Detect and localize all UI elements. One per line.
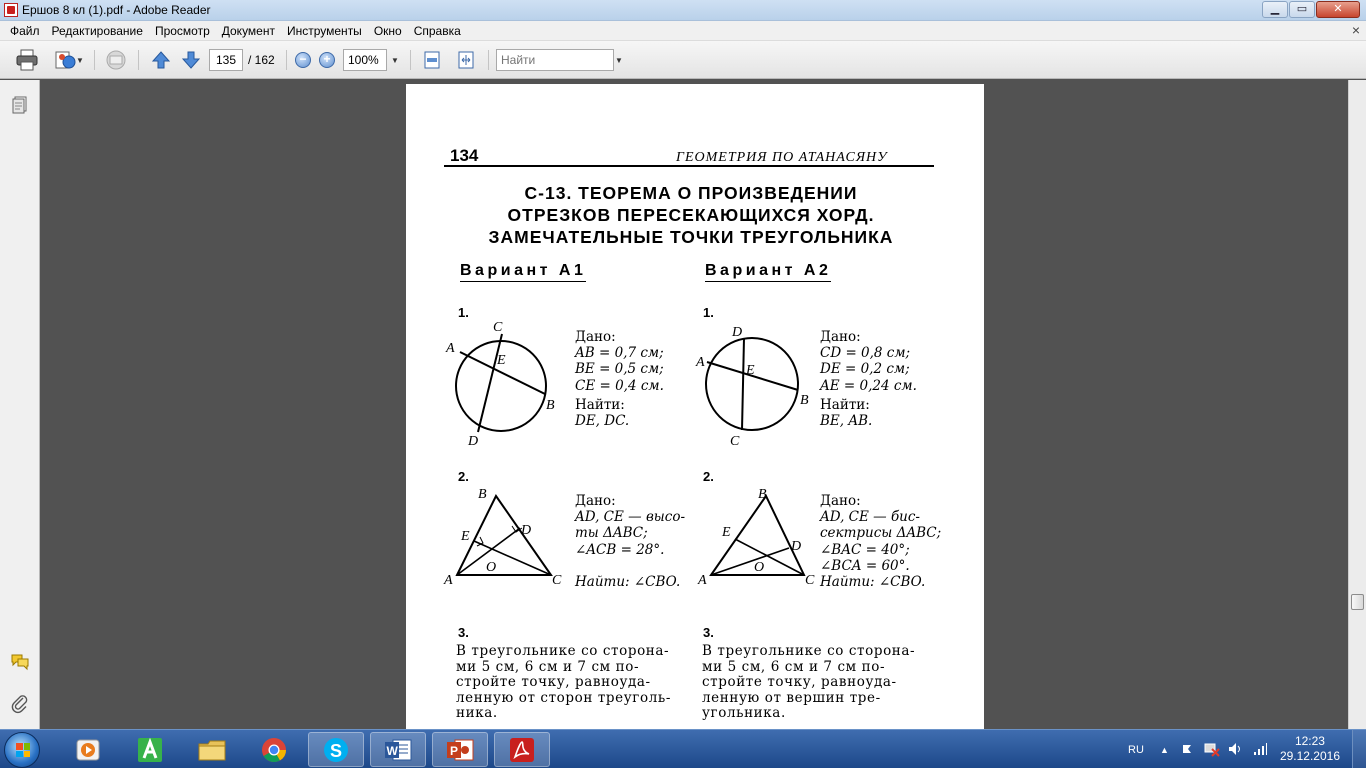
windows-logo-icon <box>16 743 30 757</box>
taskbar-adobe-reader[interactable] <box>494 732 550 767</box>
given-line <box>575 558 685 574</box>
zoom-in-icon: + <box>319 52 335 68</box>
fit-page-icon <box>422 50 442 70</box>
taskbar-word[interactable] <box>370 732 426 767</box>
given-line: AD, CE — высо- <box>575 509 686 526</box>
circle-chords-figure <box>694 320 814 449</box>
menu-file[interactable]: Файл <box>10 23 40 38</box>
task-text <box>702 644 920 722</box>
find-line: Найти: ∠CBO. <box>575 573 681 590</box>
triangle-altitudes-figure <box>444 486 569 586</box>
point-label: E <box>497 353 506 368</box>
arrow-down-icon <box>181 50 201 70</box>
toolbar-separator <box>410 50 411 70</box>
print-button[interactable] <box>14 49 40 71</box>
signal-icon[interactable] <box>1252 741 1268 757</box>
circle-chords-figure <box>444 320 564 449</box>
network-status-icon[interactable] <box>1204 741 1220 757</box>
point-label: D <box>791 539 802 554</box>
menu-tools[interactable]: Инструменты <box>286 23 362 38</box>
share-button[interactable] <box>50 49 88 71</box>
zoom-input[interactable]: 100% <box>343 49 387 71</box>
point-label: O <box>754 560 765 575</box>
scrollbar-thumb[interactable] <box>1351 594 1364 610</box>
given-line: ∠BCA = 60°. <box>820 557 910 574</box>
find-label: Найти: <box>575 396 625 413</box>
svg-text:S: S <box>330 740 343 761</box>
word-icon <box>383 736 413 764</box>
toolbar <box>0 41 1366 79</box>
zoom-dropdown-icon[interactable]: ▼ <box>391 56 399 65</box>
task-given <box>820 329 917 429</box>
pages-panel-icon[interactable] <box>10 94 30 114</box>
clock-time: 12:23 <box>1294 734 1325 748</box>
text-line: В треугольнике со сторона- <box>456 643 670 659</box>
navigation-pane <box>0 80 40 729</box>
heading-line: ЗАМЕЧАТЕЛЬНЫЕ ТОЧКИ ТРЕУГОЛЬНИКА <box>488 227 894 247</box>
show-hidden-icons-icon[interactable]: ▲ <box>1160 744 1169 755</box>
minimize-button[interactable]: ▁ <box>1262 1 1288 18</box>
page-number: 134 <box>450 146 479 165</box>
given-label: Дано: <box>575 493 616 509</box>
task-given <box>820 493 941 590</box>
text-line: угольника. <box>702 705 786 721</box>
given-line: CD = 0,8 см; <box>820 345 911 362</box>
skype-icon <box>322 736 350 764</box>
volume-icon[interactable] <box>1228 742 1244 756</box>
heading-line: С-13. ТЕОРЕМА О ПРОИЗВЕДЕНИИ <box>524 183 858 203</box>
app-a-icon <box>136 736 164 764</box>
find-line: BE, AB. <box>820 413 873 430</box>
svg-text:W: W <box>386 743 398 758</box>
next-page-button[interactable] <box>178 49 204 71</box>
comments-button[interactable] <box>102 49 130 71</box>
text-line: ника. <box>456 705 498 721</box>
given-line: DE = 0,2 см; <box>820 361 910 378</box>
variant-a2-title: Вариант А2 <box>705 262 831 282</box>
task-number: 3. <box>458 625 469 640</box>
show-desktop-button[interactable] <box>1352 730 1366 768</box>
text-line: стройте точку, равноуда- <box>456 674 651 690</box>
text-line: стройте точку, равноуда- <box>702 674 897 690</box>
point-label: A <box>696 355 705 370</box>
point-label: A <box>444 573 453 588</box>
print-icon <box>15 49 39 71</box>
svg-text:P: P <box>450 743 459 758</box>
task-text <box>456 644 674 722</box>
text-line: ленную от вершин тре- <box>702 689 881 706</box>
point-label: C <box>493 320 503 335</box>
share-dropdown-icon[interactable]: ▼ <box>76 55 84 65</box>
point-label: C <box>730 434 740 449</box>
point-label: D <box>732 325 743 340</box>
find-line: DE, DC. <box>575 413 630 430</box>
comments-panel-icon[interactable] <box>10 651 30 671</box>
given-label: Дано: <box>820 493 861 509</box>
heading-line: ОТРЕЗКОВ ПЕРЕСЕКАЮЩИХСЯ ХОРД. <box>507 205 875 225</box>
toolbar-separator <box>138 50 139 70</box>
taskbar-chrome[interactable] <box>246 732 302 767</box>
point-label: O <box>486 560 497 575</box>
given-line: ты ΔABC; <box>575 525 648 542</box>
find-label: Найти: <box>820 396 870 413</box>
taskbar <box>0 729 1366 768</box>
find-dropdown-icon[interactable]: ▼ <box>615 56 623 65</box>
given-line: CE = 0,4 см. <box>575 377 664 394</box>
menu-view[interactable]: Просмотр <box>154 23 210 38</box>
menu-window[interactable]: Окно <box>373 23 402 38</box>
point-label: A <box>698 573 707 588</box>
text-line: ми 5 см, 6 см и 7 см по- <box>702 658 886 675</box>
point-label: A <box>446 341 455 356</box>
toolbar-separator <box>94 50 95 70</box>
zoom-out-button[interactable] <box>294 49 312 71</box>
document-close-icon[interactable]: × <box>1351 22 1360 38</box>
fit-width-icon <box>456 50 476 70</box>
point-label: E <box>722 525 731 540</box>
taskbar-powerpoint[interactable] <box>432 732 488 767</box>
point-label: E <box>746 363 755 378</box>
point-label: B <box>478 487 487 502</box>
arrow-up-icon <box>151 50 171 70</box>
given-line: AB = 0,7 см; <box>575 345 664 362</box>
previous-page-button[interactable] <box>148 49 174 71</box>
fit-width-button[interactable] <box>454 49 478 71</box>
adobe-reader-taskbar-icon <box>508 736 536 764</box>
adobe-reader-icon <box>4 3 18 17</box>
toolbar-separator <box>286 50 287 70</box>
given-line: сектрисы ΔABC; <box>820 525 942 542</box>
title-bar <box>0 0 1366 21</box>
task-number: 3. <box>703 625 714 640</box>
given-label: Дано: <box>820 329 861 345</box>
taskbar-app-a[interactable] <box>122 732 178 767</box>
point-label: C <box>805 573 815 588</box>
menu-document[interactable]: Документ <box>221 23 275 38</box>
point-label: B <box>546 398 555 413</box>
menu-edit[interactable]: Редактирование <box>51 23 143 38</box>
taskbar-skype[interactable] <box>308 732 364 767</box>
running-head: ГЕОМЕТРИЯ ПО АТАНАСЯНУ <box>676 150 888 165</box>
media-player-icon <box>74 736 102 764</box>
system-clock[interactable] <box>1280 734 1340 764</box>
chrome-icon <box>260 736 288 764</box>
close-button[interactable]: ✕ <box>1316 1 1360 18</box>
given-line: AE = 0,24 см. <box>820 377 917 394</box>
given-line: ∠BAC = 40°; <box>820 541 910 558</box>
fit-page-button[interactable] <box>420 49 444 71</box>
vertical-scrollbar[interactable] <box>1348 80 1366 729</box>
header-rule <box>444 165 934 167</box>
point-label: D <box>468 434 479 449</box>
given-line: ∠ACB = 28°. <box>575 541 665 558</box>
clock-date: 29.12.2016 <box>1279 749 1340 763</box>
share-icon <box>54 49 76 71</box>
text-line: ми 5 см, 6 см и 7 см по- <box>456 658 640 675</box>
find-line: Найти: ∠CBO. <box>820 574 926 591</box>
task-number: 1. <box>458 305 469 320</box>
variant-a1-title: Вариант А1 <box>460 262 586 282</box>
language-indicator[interactable]: RU <box>1128 743 1144 756</box>
task-given <box>575 493 685 590</box>
attachments-panel-icon[interactable] <box>10 694 30 714</box>
point-label: D <box>521 523 532 538</box>
point-label: B <box>758 487 767 502</box>
powerpoint-icon <box>445 736 475 764</box>
point-label: B <box>800 393 809 408</box>
window-title: Ершов 8 кл (1).pdf - Adobe Reader <box>22 3 211 17</box>
page-number-input[interactable]: 135 <box>209 49 243 71</box>
given-line: AD, CE — бис- <box>820 509 920 526</box>
point-label: E <box>461 529 470 544</box>
window-controls <box>1262 1 1360 18</box>
pdf-page <box>406 84 984 729</box>
find-input[interactable] <box>496 49 614 71</box>
menu-bar <box>0 21 1366 41</box>
text-line: В треугольнике со сторона- <box>702 643 916 659</box>
start-button[interactable] <box>4 732 40 768</box>
task-number: 1. <box>703 305 714 320</box>
action-center-icon[interactable] <box>1180 742 1194 756</box>
given-line: BE = 0,5 см; <box>575 361 664 378</box>
toolbar-separator <box>488 50 489 70</box>
document-viewer[interactable] <box>41 80 1348 729</box>
menu-help[interactable]: Справка <box>413 23 461 38</box>
folder-icon <box>197 736 227 764</box>
page-total: / 162 <box>248 53 275 67</box>
task-number: 2. <box>703 469 714 484</box>
task-number: 2. <box>458 469 469 484</box>
section-heading <box>446 182 936 248</box>
task-given <box>575 329 664 429</box>
zoom-in-button[interactable] <box>318 49 336 71</box>
point-label: C <box>552 573 562 588</box>
triangle-bisectors-figure <box>694 486 819 586</box>
given-label: Дано: <box>575 329 616 345</box>
maximize-button[interactable]: ▭ <box>1289 1 1315 18</box>
taskbar-explorer[interactable] <box>184 732 240 767</box>
taskbar-media-player[interactable] <box>60 732 116 767</box>
zoom-out-icon: − <box>295 52 311 68</box>
text-line: ленную от сторон треуголь- <box>456 689 671 706</box>
stamp-icon <box>104 49 128 71</box>
